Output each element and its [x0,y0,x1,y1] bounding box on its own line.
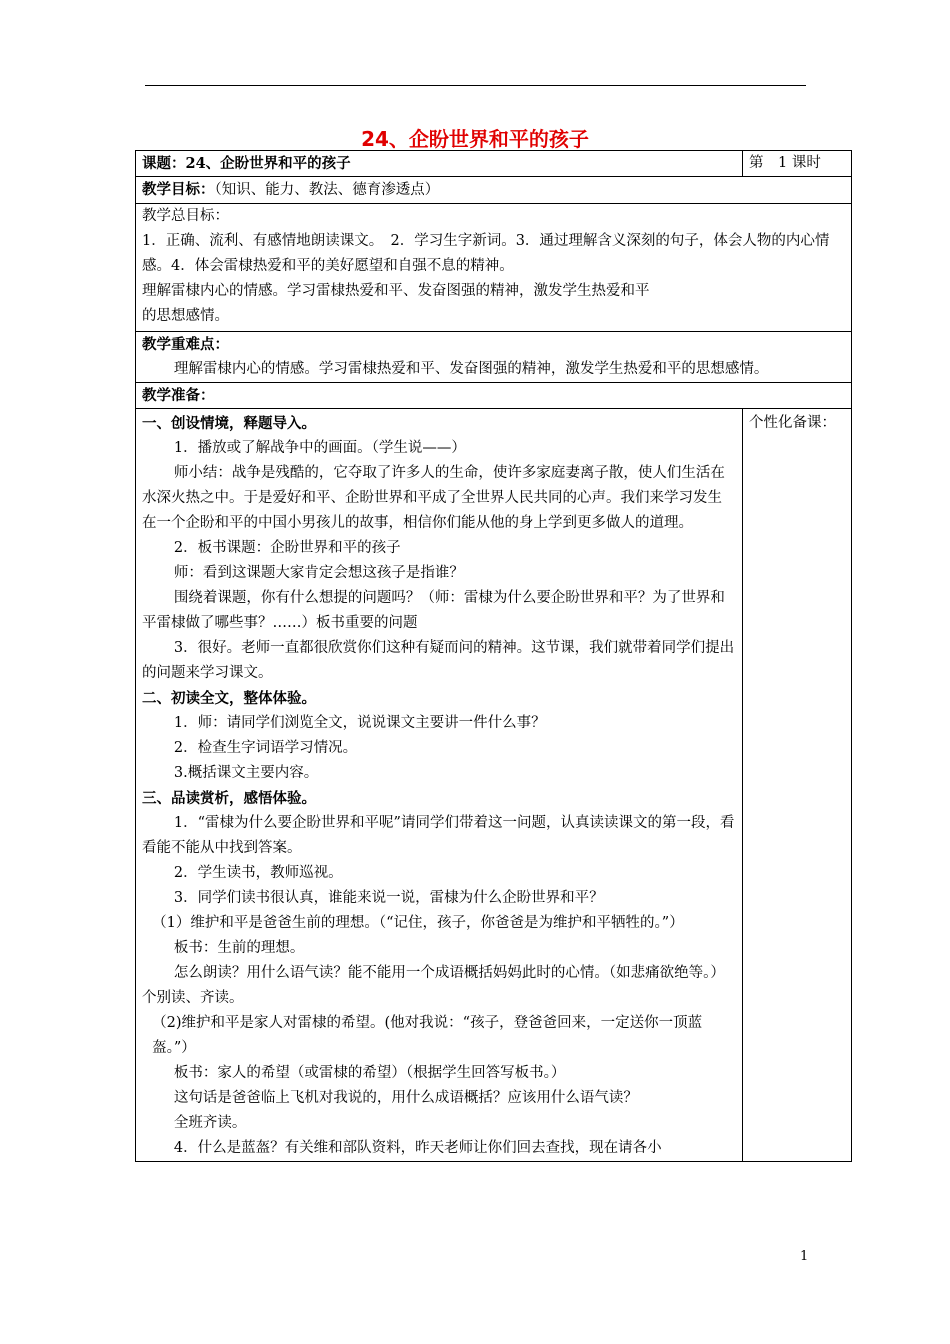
body-paragraph: 1．师：请同学们浏览全文，说说课文主要讲一件什么事？ [173,715,546,731]
page-title: 24、企盼世界和平的孩子 [361,127,589,151]
page-number: 1 [800,1249,809,1264]
body-paragraph: 怎么朗读？用什么语气读？能不能用一个成语概括妈妈此时的心情。（如悲痛欲绝等。）个别读、齐读。 [142,965,725,1006]
body-paragraph: （2)维护和平是家人对雷棣的希望。(他对我说：“孩子，登爸爸回来，一定送你一顶蓝盔。”） [152,1015,703,1056]
body-paragraph: （1）维护和平是爸爸生前的理想。（“记住，孩子，你爸爸是为维护和平牺牲的。”） [152,915,684,931]
body-paragraph: 全班齐读。 [173,1115,247,1131]
side-notes-label: 个性化备课： [749,415,836,431]
body-paragraph: 师小结：战争是残酷的，它夺取了许多人的生命，使许多家庭妻离子散，使人们生活在水深火热之中。于是爱好和平、企盼世界和平成了全世界人民共同的心声。我们来学习发生在一个企盼和平的中国小男孩儿的故事，相信你们能从他的身上学到更多做人的道理。 [142,465,725,531]
lesson-count-cell: 第 1 课时 [743,151,852,177]
body-paragraph: 2．检查生字词语学习情况。 [173,740,358,756]
objectives-header [136,177,852,204]
body-paragraph: 2．学生读书，教师巡视。 [173,865,343,881]
objectives-note: （知识、能力、教法、德育渗透点） [214,182,440,198]
lesson-plan-table [135,150,852,1162]
body-paragraph: 3．很好。老师一直都很欣赏你们这种有疑而问的精神。这节课，我们就带着同学们提出的问题来学习课文。 [142,640,735,681]
body-paragraph: 师：看到这课题大家肯定会想这孩子是指谁？ [173,565,464,581]
objectives-label: 教学目标： [142,181,215,198]
body-paragraph: 这句话是爸爸临上飞机对我说的，用什么成语概括？应该用什么语气读？ [173,1090,638,1106]
key-points-label: 教学重难点： [142,336,229,353]
section-heading: 二、初读全文，整体体验。 [142,690,316,707]
objectives-line: 教学总目标： [142,208,229,224]
header-rule [145,85,806,86]
body-paragraph: 4．什么是蓝盔？有关维和部队资料，昨天老师让你们回去查找，现在请各小 [173,1140,662,1156]
key-points-cell [136,332,852,383]
subject-cell: 课题：24、企盼世界和平的孩子 [136,151,743,177]
objectives-body [136,204,852,332]
body-paragraph: 板书：生前的理想。 [173,940,305,956]
objectives-line: 的思想感情。 [142,308,229,324]
section-heading: 一、创设情境，释题导入。 [142,415,316,432]
body-paragraph: 板书：家人的希望（或雷棣的希望）（根据学生回答写板书。） [173,1065,566,1081]
preparation-label: 教学准备： [136,383,852,409]
section-heading: 三、品读赏析，感悟体验。 [142,790,316,807]
body-paragraph: 3.概括课文主要内容。 [173,765,319,781]
body-paragraph: 1．播放或了解战争中的画面。（学生说——） [173,440,466,456]
objectives-line: 理解雷棣内心的情感。学习雷棣热爱和平、发奋图强的精神，激发学生热爱和平 [142,283,650,299]
key-points-text: 理解雷棣内心的情感。学习雷棣热爱和平、发奋图强的精神，激发学生热爱和平的思想感情。 [173,361,769,377]
body-paragraph: 1．“雷棣为什么要企盼世界和平呢”请同学们带着这一问题，认真读读课文的第一段，看看能不能从中找到答案。 [142,815,735,856]
side-notes-cell [743,409,852,1162]
body-paragraph: 3．同学们读书很认真，谁能来说一说，雷棣为什么企盼世界和平？ [173,890,604,906]
body-paragraph: 2．板书课题：企盼世界和平的孩子 [173,540,401,556]
body-paragraph: 围绕着课题，你有什么想提的问题吗？（师：雷棣为什么要企盼世界和平？为了世界和平雷棣做了哪些事？……）板书重要的问题 [142,590,725,631]
objectives-line: 1．正确、流利、有感情地朗读课文。 2．学习生字新词。3．通过理解含义深刻的句子，体会人物的内心情感。4．体会雷棣热爱和平的美好愿望和自强不息的精神。 [142,233,830,274]
lesson-body [136,409,743,1162]
